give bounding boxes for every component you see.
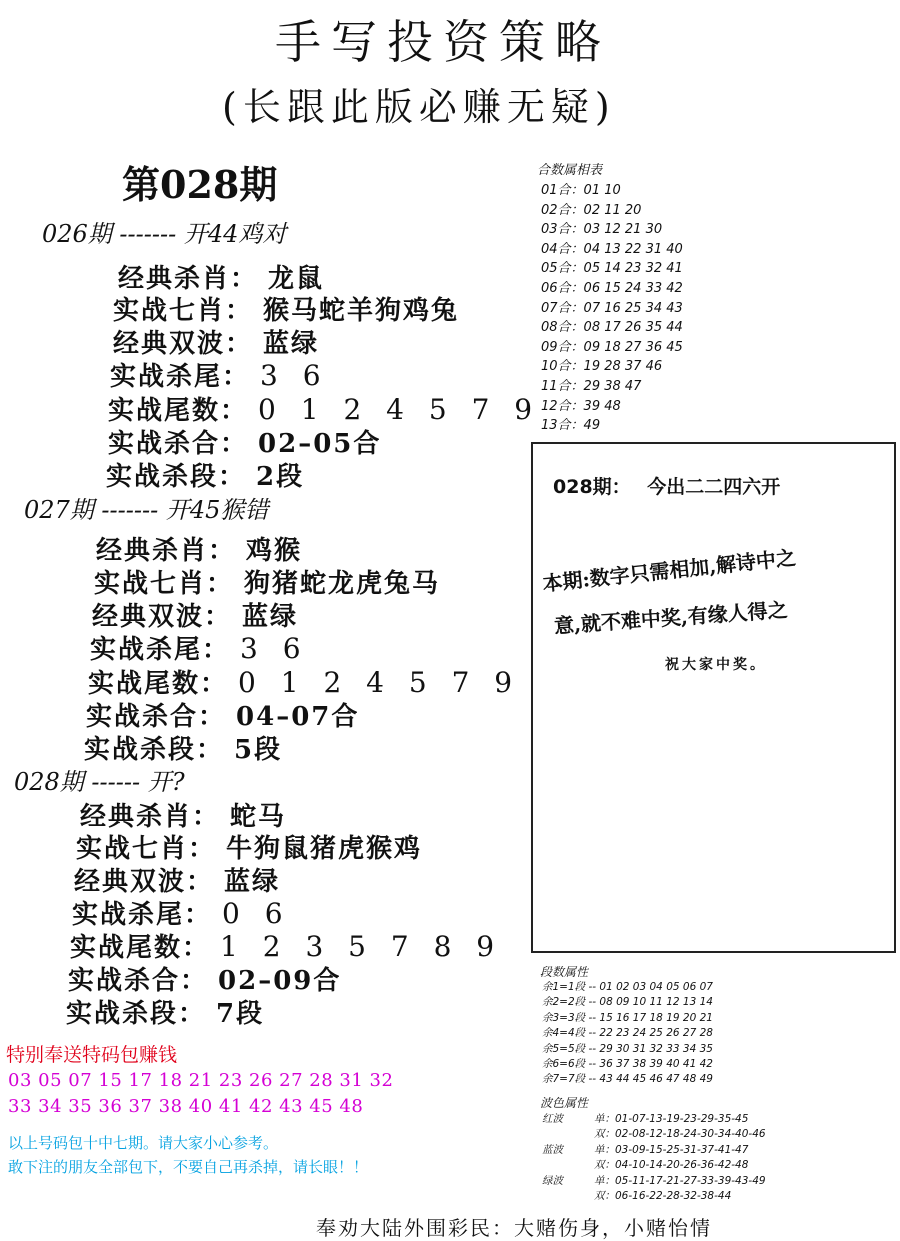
row-kill-sum: 实战杀合： 02–09合	[68, 966, 342, 996]
sum-table-line: 08合：08 17 26 35 44	[541, 320, 683, 336]
promo-numbers-2: 33 34 35 36 37 38 40 41 42 43 45 48	[8, 1096, 364, 1117]
footer-warning: 奉劝大陆外围彩民：大赌伤身，小赌怡情	[316, 1216, 712, 1240]
row-kill-segment: 实战杀段： 5段	[84, 735, 283, 765]
promo-title: 特别奉送特码包赚钱	[6, 1044, 178, 1066]
row-kill-zodiac: 经典杀肖： 龙鼠	[118, 264, 325, 294]
sum-table-line: 05合：05 14 23 32 41	[541, 261, 683, 277]
wave-line: 绿波 单：05-11-17-21-27-33-39-43-49	[542, 1174, 766, 1187]
row-kill-tail: 实战杀尾： 3 6	[110, 359, 329, 392]
segment-table	[542, 980, 713, 1088]
row-double-wave: 经典双波： 蓝绿	[113, 329, 320, 359]
segment-line: 余6=6段 -- 36 37 38 39 40 41 42	[542, 1058, 713, 1071]
row-kill-tail: 实战杀尾： 3 6	[90, 632, 309, 665]
sum-table-line: 03合：03 12 21 30	[541, 222, 663, 238]
period-027-head: 027期 ------- 开45猴错	[24, 496, 269, 524]
promo-note-2: 敢下注的朋友全部包下，不要自己再杀掉，请长眼！！	[8, 1158, 369, 1176]
segment-table-title: 段数属性	[540, 965, 589, 979]
row-kill-segment: 实战杀段： 7段	[66, 999, 265, 1029]
sum-table-line: 09合：09 18 27 36 45	[541, 339, 683, 355]
row-tail-numbers: 实战尾数： 1 2 3 5 7 8 9	[70, 930, 503, 963]
issue-number: 第028期	[122, 162, 278, 207]
promo-note-1: 以上号码包十中七期。请大家小心参考。	[8, 1134, 279, 1152]
wave-line: 红波 单：01-07-13-19-23-29-35-45	[542, 1113, 749, 1125]
row-tail-numbers: 实战尾数： 0 1 2 4 5 7 9	[88, 666, 521, 699]
row-kill-zodiac: 经典杀肖： 蛇马	[80, 802, 287, 832]
sum-table-line: 12合：39 48	[541, 398, 621, 414]
row-kill-segment: 实战杀段： 2段	[106, 462, 305, 492]
row-kill-tail: 实战杀尾： 0 6	[72, 897, 291, 930]
wave-line: 双：04-10-14-20-26-36-42-48	[594, 1159, 749, 1172]
wave-line: 双：06-16-22-28-32-38-44	[594, 1190, 732, 1203]
period-028-head: 028期 ------ 开?	[14, 768, 185, 796]
sum-table-line: 11合：29 38 47	[541, 378, 642, 394]
sum-table-title: 合数属相表	[537, 163, 603, 178]
sum-table-line: 06合：06 15 24 33 42	[541, 280, 683, 296]
sum-table-line: 07合：07 16 25 34 43	[541, 300, 683, 316]
wave-table	[542, 1112, 862, 1204]
segment-line: 余1=1段 -- 01 02 03 04 05 06 07	[542, 981, 713, 993]
page-subtitle: (长跟此版必赚无疑)	[222, 85, 616, 129]
page-title: 手写投资策略	[275, 15, 611, 69]
segment-line: 余4=4段 -- 22 23 24 25 26 27 28	[542, 1027, 713, 1040]
sum-table	[541, 181, 683, 436]
row-kill-sum: 实战杀合： 02–05合	[108, 429, 382, 459]
row-seven-zodiac: 实战七肖： 猴马蛇羊狗鸡兔	[113, 296, 460, 326]
sum-table-line: 10合：19 28 37 46	[541, 359, 663, 375]
row-double-wave: 经典双波： 蓝绿	[92, 602, 299, 632]
wave-line: 双：02-08-12-18-24-30-34-40-46	[594, 1128, 766, 1141]
prediction-box	[531, 442, 896, 953]
row-seven-zodiac: 实战七肖： 狗猪蛇龙虎兔马	[94, 569, 441, 599]
row-tail-numbers: 实战尾数： 0 1 2 4 5 7 9	[108, 393, 541, 426]
blessing-text: 祝大家中奖。	[665, 657, 767, 673]
row-kill-zodiac: 经典杀肖： 鸡猴	[96, 536, 303, 566]
poem-line-1: 本期:数字只需相加,解诗中之	[541, 545, 797, 596]
segment-line: 余2=2段 -- 08 09 10 11 12 13 14	[542, 996, 713, 1009]
box-head: 028期： 今出二二四六开	[553, 476, 781, 498]
segment-line: 余3=3段 -- 15 16 17 18 19 20 21	[542, 1011, 713, 1024]
row-double-wave: 经典双波： 蓝绿	[74, 867, 281, 897]
wave-line: 蓝波 单：03-09-15-25-31-37-41-47	[542, 1143, 749, 1156]
sum-table-line: 04合：04 13 22 31 40	[541, 241, 683, 257]
segment-line: 余5=5段 -- 29 30 31 32 33 34 35	[542, 1042, 713, 1055]
row-seven-zodiac: 实战七肖： 牛狗鼠猪虎猴鸡	[76, 834, 423, 864]
period-026-head: 026期 ------- 开44鸡对	[42, 220, 287, 248]
poem-line-2: 意,就不难中奖,有缘人得之	[553, 597, 789, 638]
sum-table-line: 13合：49	[541, 418, 601, 434]
row-kill-sum: 实战杀合： 04–07合	[86, 702, 360, 732]
sum-table-line: 01合：01 10	[541, 183, 621, 198]
segment-line: 余7=7段 -- 43 44 45 46 47 48 49	[542, 1073, 713, 1086]
promo-numbers-1: 03 05 07 15 17 18 21 23 26 27 28 31 32	[8, 1070, 394, 1091]
wave-table-title: 波色属性	[540, 1096, 589, 1110]
sum-table-line: 02合：02 11 20	[541, 202, 642, 218]
